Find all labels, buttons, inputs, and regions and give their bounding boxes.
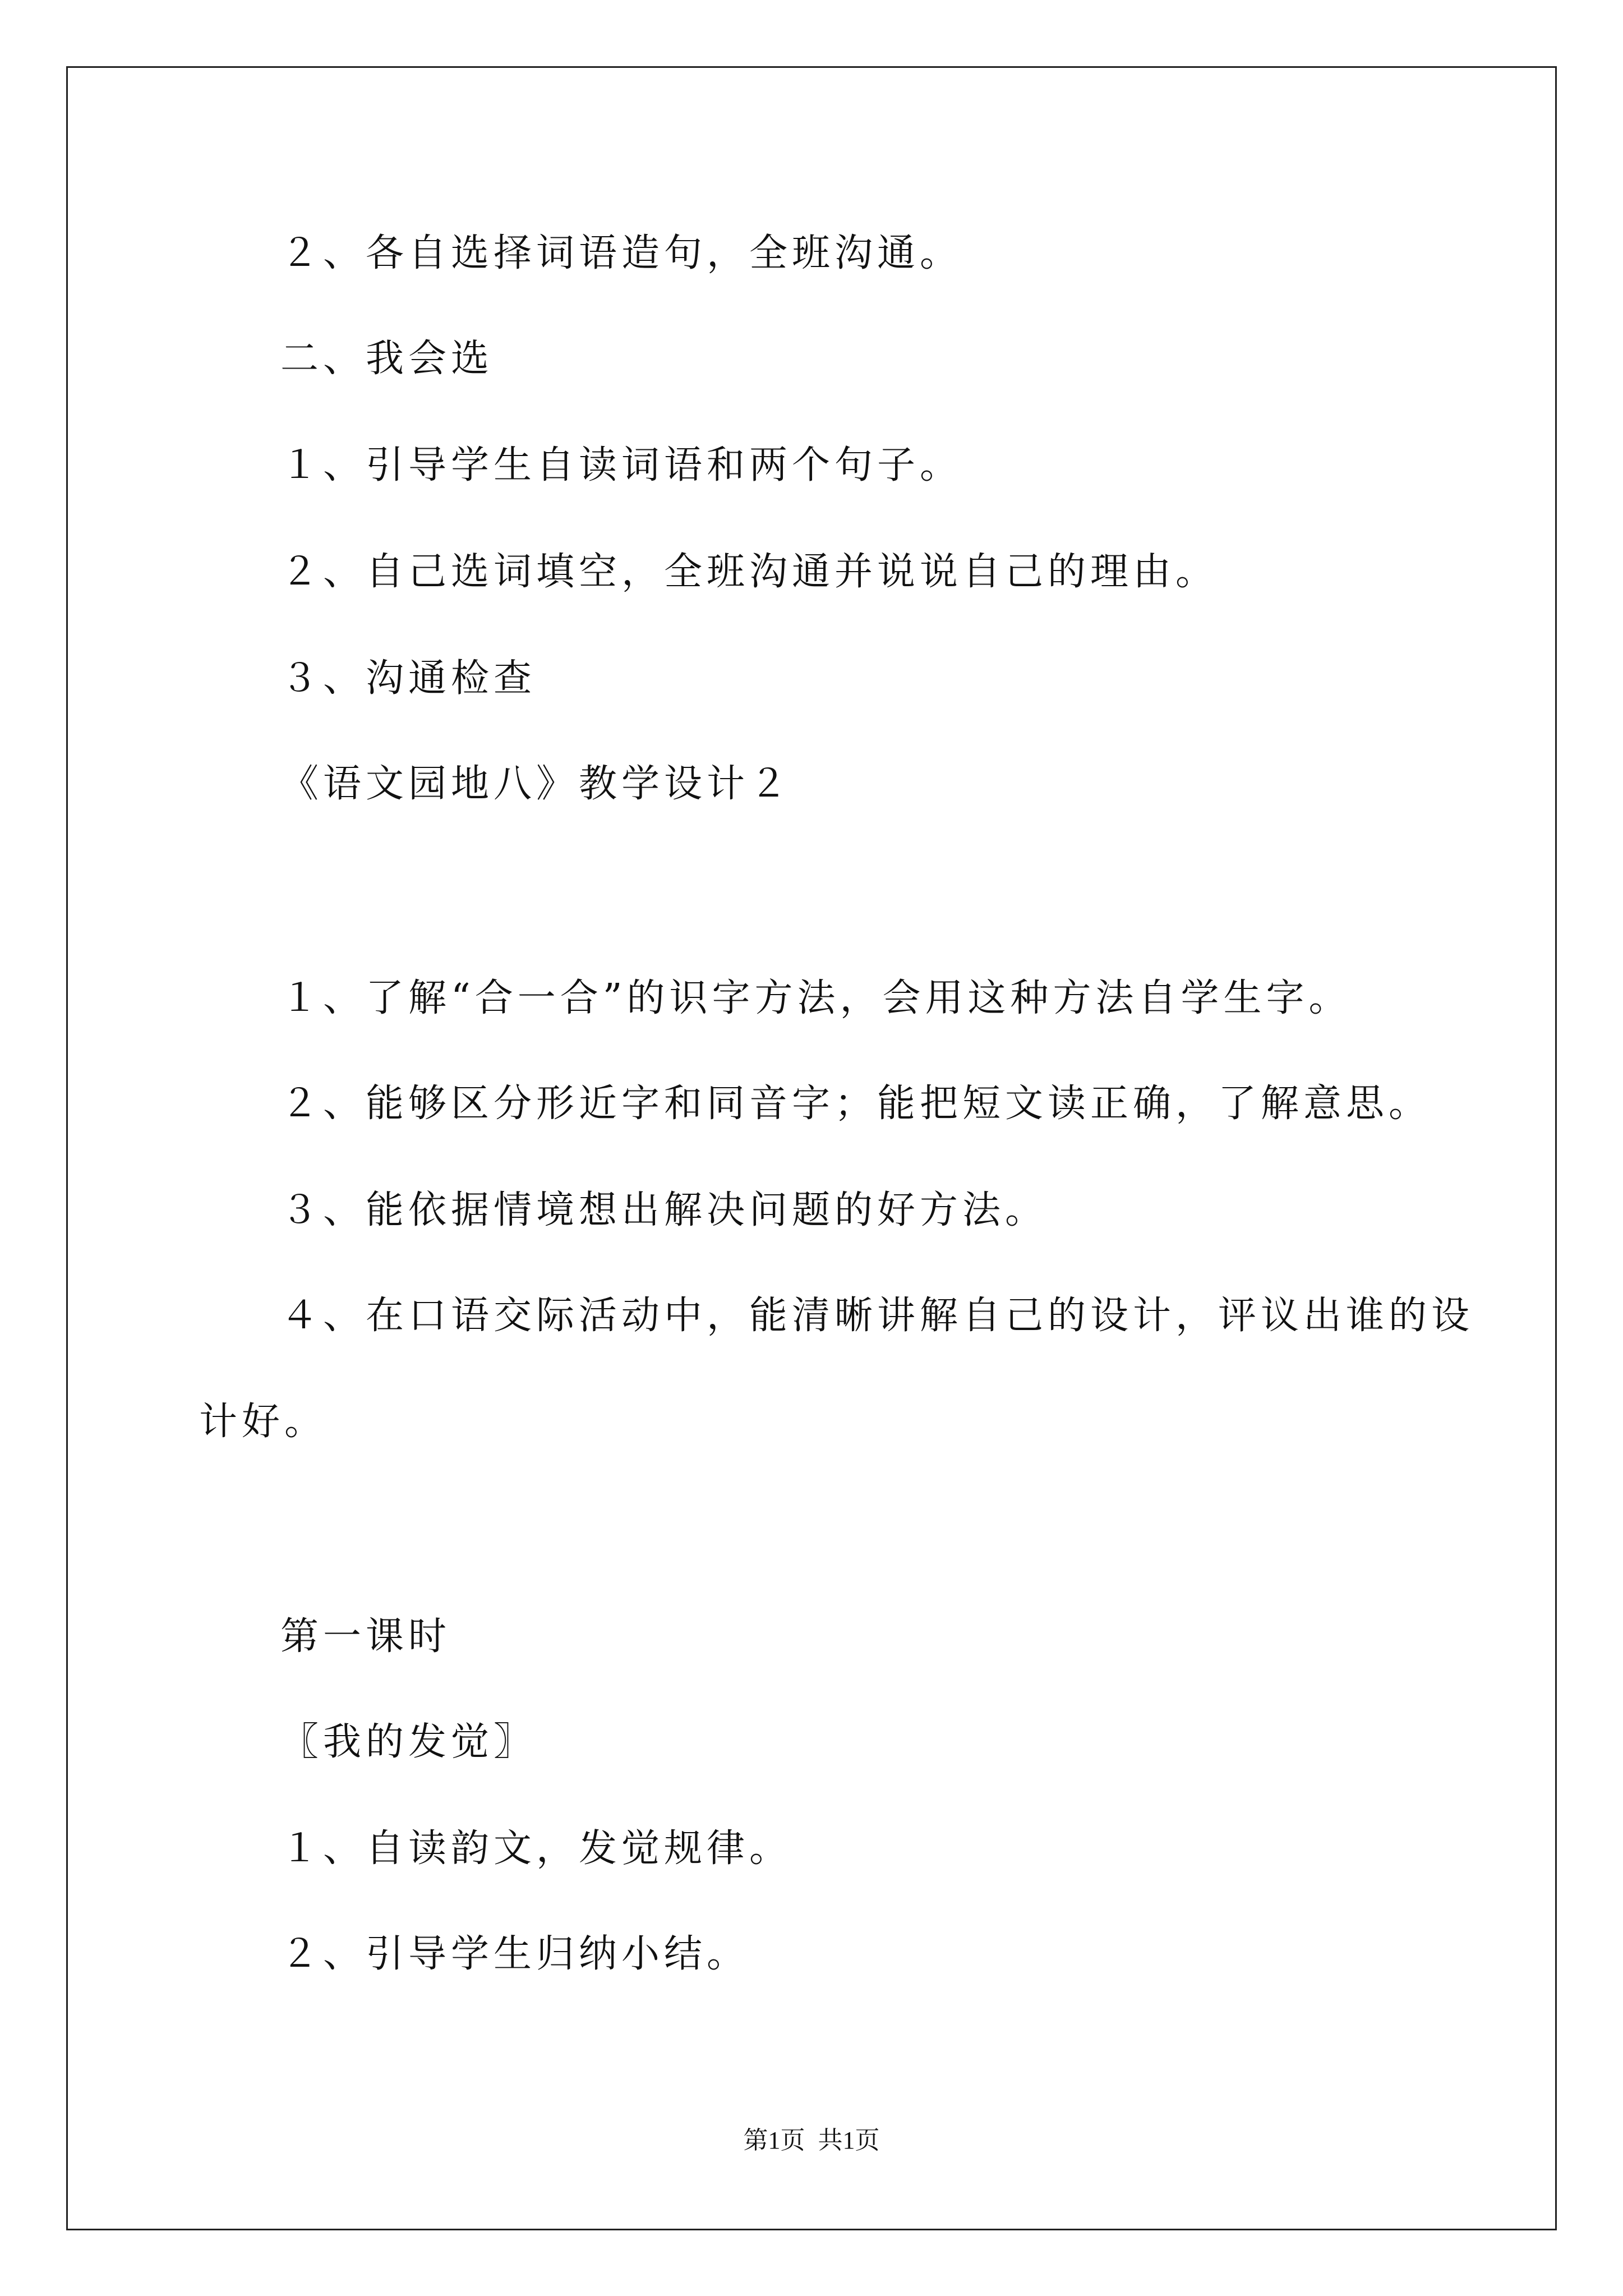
text-line: １、引导学生自读词语和两个句子。: [280, 443, 963, 487]
page-number-current: 第1页: [743, 2127, 805, 2154]
page-border: [66, 66, 1557, 2230]
document-title: 《语文园地八》教学设计２: [280, 762, 792, 806]
text-line: ４、在口语交际活动中，能清晰讲解自己的设计，评议出谁的设: [280, 1294, 1474, 1338]
page-number-total: 共1页: [818, 2127, 880, 2154]
text-line: １、了解“合一合”的识字方法，会用这种方法自学生字。: [280, 976, 1352, 1020]
text-line: ２、能够区分形近字和同音字；能把短文读正确，了解意思。: [280, 1082, 1432, 1126]
subsection-heading: 〖我的发觉〗: [280, 1720, 537, 1764]
lesson-heading: 第一课时: [280, 1614, 451, 1659]
page-footer: [0, 2126, 1623, 2155]
text-line-continued: 计好。: [199, 1400, 328, 1444]
section-heading: 二、我会选: [280, 337, 494, 381]
text-line: ３、沟通检查: [280, 656, 537, 701]
text-line: ２、自己选词填空，全班沟通并说说自己的理由。: [280, 550, 1219, 594]
text-line: ２、引导学生归纳小结。: [280, 1932, 750, 1976]
text-line: ２、各自选择词语造句，全班沟通。: [280, 231, 963, 275]
text-line: １、自读韵文，发觉规律。: [280, 1826, 792, 1871]
text-line: ３、能依据情境想出解决问题的好方法。: [280, 1188, 1048, 1232]
